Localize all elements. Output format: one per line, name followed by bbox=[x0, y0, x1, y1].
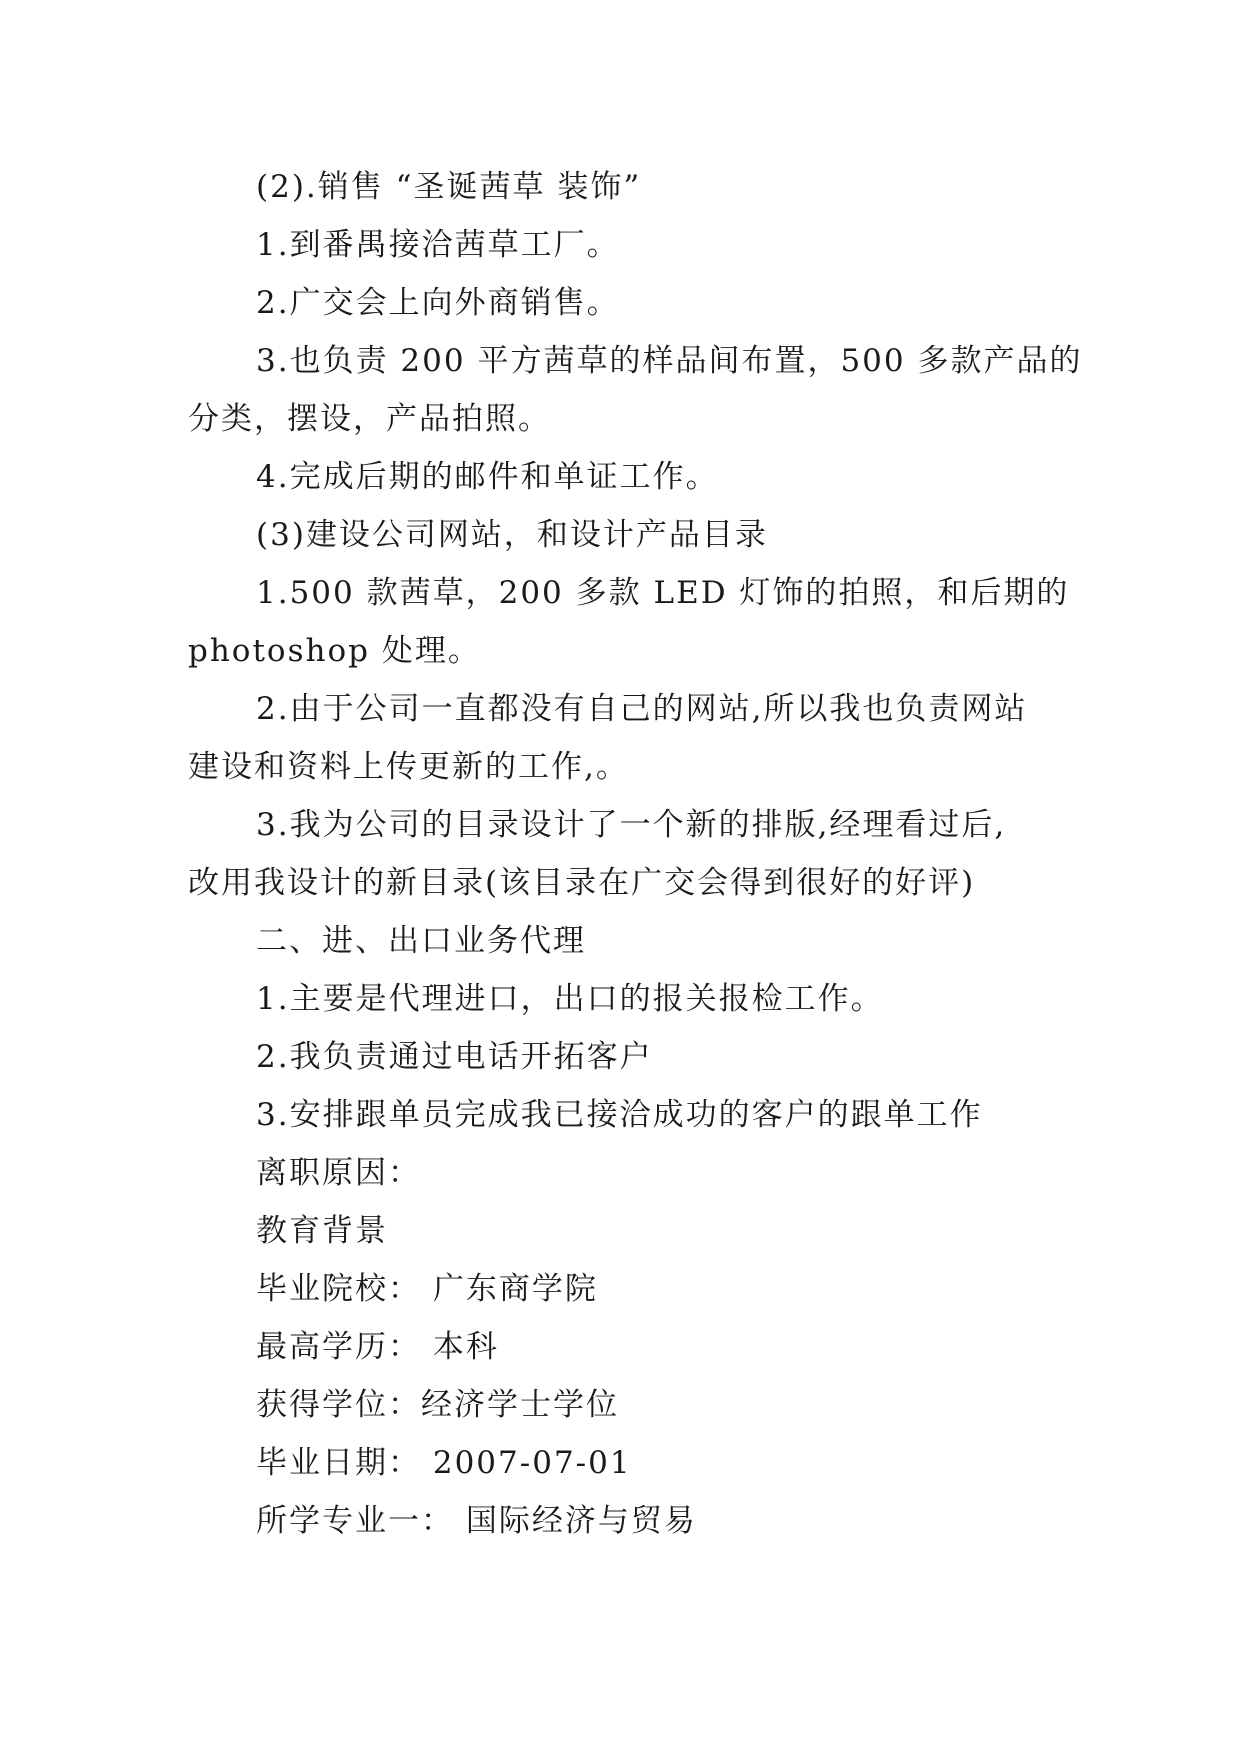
section-heading-christmas-sales: (2).销售 “圣诞茜草 装饰” bbox=[256, 169, 642, 205]
list-item: 1.500 款茜草，200 多款 LED 灯饰的拍照，和后期的 bbox=[256, 575, 1070, 611]
list-item: 3.也负责 200 平方茜草的样品间布置，500 多款产品的 bbox=[256, 343, 1083, 379]
major-field: 所学专业一： 国际经济与贸易 bbox=[256, 1503, 697, 1539]
list-item: 4.完成后期的邮件和单证工作。 bbox=[256, 459, 719, 495]
education-level-field: 最高学历： 本科 bbox=[256, 1329, 499, 1365]
list-item-continuation: 改用我设计的新目录(该目录在广交会得到很好的好评) bbox=[188, 865, 976, 901]
list-item-continuation: photoshop 处理。 bbox=[188, 633, 481, 669]
section-heading-import-export: 二、进、出口业务代理 bbox=[256, 923, 586, 959]
graduation-date-field: 毕业日期： 2007-07-01 bbox=[256, 1445, 632, 1481]
list-item: 2.我负责通过电话开拓客户 bbox=[256, 1039, 653, 1075]
section-heading-website: (3)建设公司网站，和设计产品目录 bbox=[256, 517, 768, 553]
list-item-continuation: 建设和资料上传更新的工作,。 bbox=[188, 749, 629, 785]
list-item: 2.广交会上向外商销售。 bbox=[256, 285, 620, 321]
degree-field: 获得学位：经济学士学位 bbox=[256, 1387, 619, 1423]
list-item: 1.到番禺接洽茜草工厂。 bbox=[256, 227, 620, 263]
education-heading: 教育背景 bbox=[256, 1213, 388, 1249]
list-item: 3.安排跟单员完成我已接洽成功的客户的跟单工作 bbox=[256, 1097, 983, 1133]
list-item: 2.由于公司一直都没有自己的网站,所以我也负责网站 bbox=[256, 691, 1028, 727]
leave-reason-label: 离职原因： bbox=[256, 1155, 421, 1191]
document-body bbox=[188, 158, 1083, 1550]
school-field: 毕业院校： 广东商学院 bbox=[256, 1271, 598, 1307]
list-item: 3.我为公司的目录设计了一个新的排版,经理看过后, bbox=[256, 807, 1007, 843]
list-item-continuation: 分类，摆设，产品拍照。 bbox=[188, 401, 551, 437]
list-item: 1.主要是代理进口，出口的报关报检工作。 bbox=[256, 981, 884, 1017]
